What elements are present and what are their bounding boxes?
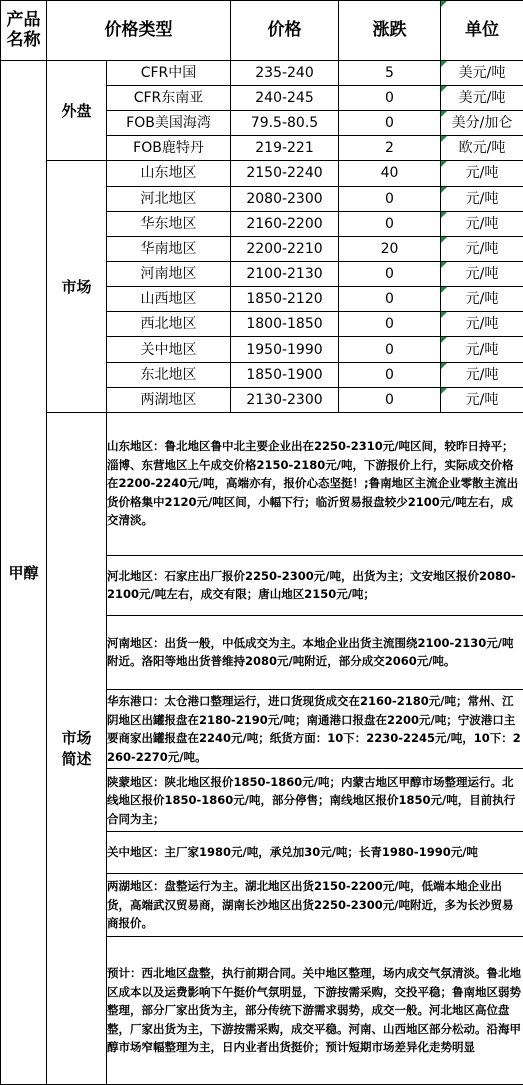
price-type-cell: FOB美国海湾 [107, 111, 231, 136]
unit-cell: 元/吨 [441, 312, 523, 337]
price-type-cell: 两湖地区 [107, 387, 231, 412]
price-type-cell: 河南地区 [107, 262, 231, 287]
outer-category-label: 外盘 [47, 60, 107, 161]
change-cell: 0 [339, 387, 441, 412]
price-type-cell: 山东地区 [107, 161, 231, 186]
price-cell: 1800-1850 [231, 312, 339, 337]
header-unit: 单位 [441, 1, 523, 61]
price-type-cell: CFR东南亚 [107, 85, 231, 110]
header-price: 价格 [231, 1, 339, 61]
market-note: 预计：西北地区盘整，执行前期合同。关中地区整理，场内成交气氛清淡。鲁北地区成本以及运费影响下午挺价气氛明显，下游按需采购，交投平稳；鲁南地区弱势整理，部分厂家出货为主，部分传统下游需求弱势，成交一般。河北地区高位盘整，厂家出货为主，下游按需采购，成交平稳。河南、山西地区部分松动。沿海甲醇市场窄幅整理为主，日内业者出货挺价；预计短期市场差异化走势明显 [107, 937, 523, 1085]
price-type-cell: FOB鹿特丹 [107, 136, 231, 161]
header-change: 涨跌 [339, 1, 441, 61]
unit-cell: 元/吨 [441, 161, 523, 186]
price-type-cell: 山西地区 [107, 287, 231, 312]
unit-cell: 元/吨 [441, 337, 523, 362]
price-type-cell: 西北地区 [107, 312, 231, 337]
market-note: 华东港口：太仓港口整理运行，进口货现货成交在2160-2180元/吨；常州、江阴地区出罐报盘在2180-2190元/吨；南通港口报盘在2200元/吨；宁波港口主要商家出罐报盘在2240元/吨；纸货方面：10下：2230-2245元/吨，10下：2260-2270元/吨。 [107, 689, 523, 769]
header-row [1, 1, 523, 61]
market-note: 河南地区：出货一般，中低成交为主。本地企业出货主流围绕2100-2130元/吨附近。洛阳等地出货普维持2080元/吨附近，部分成交2060元/吨。 [107, 616, 523, 689]
price-type-cell: 华东地区 [107, 211, 231, 236]
unit-cell: 元/吨 [441, 362, 523, 387]
price-cell: 219-221 [231, 136, 339, 161]
price-type-cell: 东北地区 [107, 362, 231, 387]
price-cell: 2150-2240 [231, 161, 339, 186]
price-cell: 79.5-80.5 [231, 111, 339, 136]
change-cell: 0 [339, 337, 441, 362]
market-row [1, 161, 523, 186]
price-cell: 2100-2130 [231, 262, 339, 287]
price-type-cell: 河北地区 [107, 186, 231, 211]
unit-cell: 元/吨 [441, 387, 523, 412]
summary-label-line1: 市场 [61, 729, 92, 748]
change-cell: 0 [339, 85, 441, 110]
unit-cell: 欧元/吨 [441, 136, 523, 161]
market-note: 两湖地区：盘整运行为主。湖北地区出货2150-2200元/吨，低端本地企业出货，高端武汉贸易商，湖南长沙地区出货2250-2300元/吨附近，多为长沙贸易商报价。 [107, 874, 523, 937]
market-note: 河北地区：石家庄出厂报价2250-2300元/吨，出货为主；文安地区报价2080-2100元/吨左右，成交有限；唐山地区2150元/吨； [107, 555, 523, 616]
market-note: 山东地区：鲁北地区鲁中北主要企业出在2250-2310元/吨区间，较昨日持平；淄博、东营地区上午成交价格2150-2180元/吨，下游报价上行，实际成交价格在2200-2240元/吨，高端亦有，报价心态坚挺！;鲁南地区主流企业零散主流出货价格集中2120元/吨区间，小幅下行；临沂贸易报盘较少2100元/吨左右，成交清淡。 [107, 412, 523, 555]
unit-cell: 美元/吨 [441, 85, 523, 110]
market-note: 陕蒙地区：陕北地区报价1850-1860元/吨；内蒙古地区甲醇市场整理运行。北线地区报价1850-1860元/吨，部分停售；南线地区报价1850元/吨，目前执行合同为主； [107, 769, 523, 832]
price-cell: 2130-2300 [231, 387, 339, 412]
change-cell: 0 [339, 362, 441, 387]
change-cell: 40 [339, 161, 441, 186]
unit-cell: 美元/吨 [441, 60, 523, 85]
header-product-line1: 产品 [6, 10, 41, 31]
change-cell: 0 [339, 287, 441, 312]
summary-category-label [47, 412, 107, 1084]
summary-row [1, 412, 523, 555]
outer-row [1, 60, 523, 85]
table-body [1, 1, 523, 1085]
unit-cell: 元/吨 [441, 186, 523, 211]
price-type-cell: CFR中国 [107, 60, 231, 85]
change-cell: 5 [339, 60, 441, 85]
header-price-type: 价格类型 [47, 1, 231, 61]
price-cell: 2160-2200 [231, 211, 339, 236]
change-cell: 2 [339, 136, 441, 161]
change-cell: 20 [339, 236, 441, 261]
change-cell: 0 [339, 111, 441, 136]
price-cell: 235-240 [231, 60, 339, 85]
price-cell: 2080-2300 [231, 186, 339, 211]
change-cell: 0 [339, 211, 441, 236]
change-cell: 0 [339, 186, 441, 211]
unit-cell: 元/吨 [441, 236, 523, 261]
unit-cell: 美分/加仑 [441, 111, 523, 136]
unit-cell: 元/吨 [441, 211, 523, 236]
change-cell: 0 [339, 262, 441, 287]
price-cell: 2200-2210 [231, 236, 339, 261]
unit-cell: 元/吨 [441, 287, 523, 312]
header-product-line2: 名称 [6, 30, 41, 51]
price-cell: 1850-1900 [231, 362, 339, 387]
market-note: 关中地区：主厂家1980元/吨，承兑加30元/吨；长青1980-1990元/吨 [107, 832, 523, 874]
change-cell: 0 [339, 312, 441, 337]
price-cell: 1950-1990 [231, 337, 339, 362]
market-category-label: 市场 [47, 161, 107, 413]
price-cell: 240-245 [231, 85, 339, 110]
header-product-name [1, 1, 47, 61]
price-type-cell: 关中地区 [107, 337, 231, 362]
price-cell: 1850-2120 [231, 287, 339, 312]
product-name: 甲醇 [1, 60, 47, 1084]
unit-cell: 元/吨 [441, 262, 523, 287]
price-type-cell: 华南地区 [107, 236, 231, 261]
summary-label-line2: 简述 [61, 750, 92, 769]
